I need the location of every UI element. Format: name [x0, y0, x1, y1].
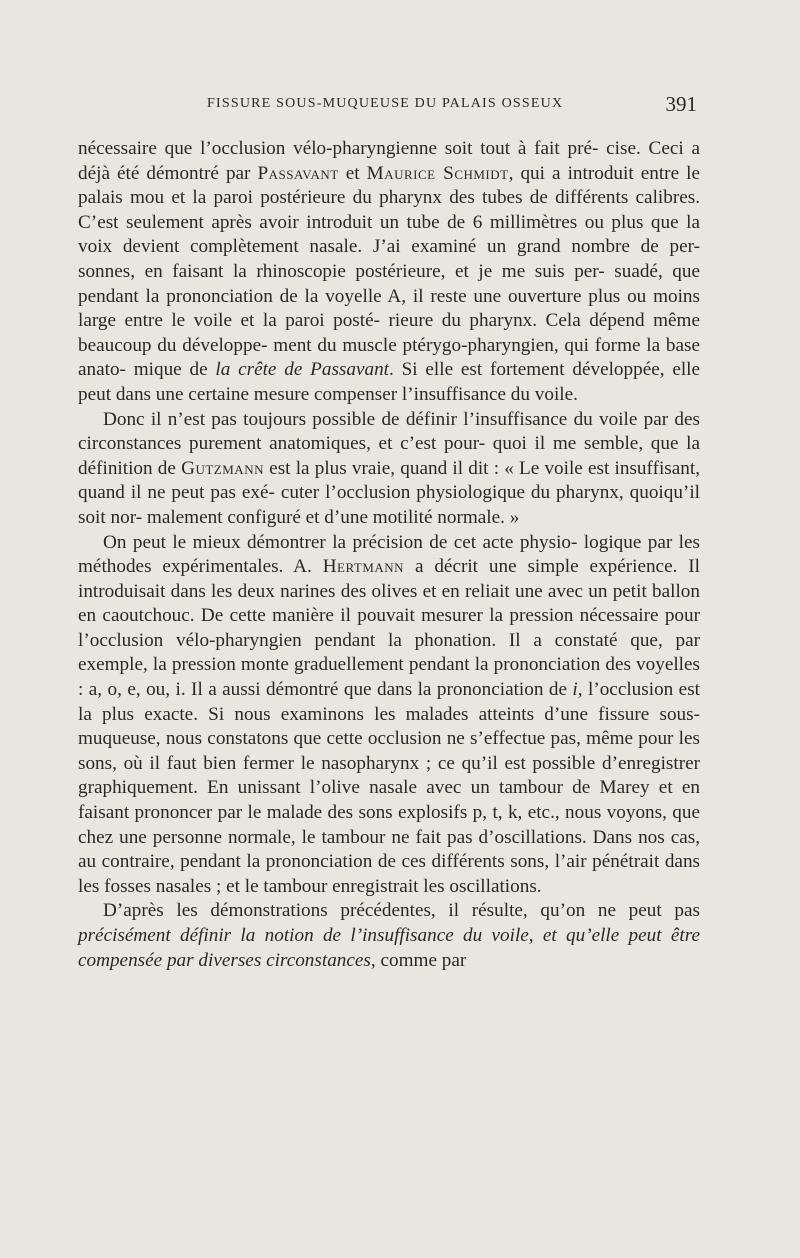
- running-head: FISSURE SOUS-MUQUEUSE DU PALAIS OSSEUX: [207, 96, 564, 111]
- author-gutzmann: Gutzmann: [181, 457, 264, 479]
- p3-italic-1: i: [572, 679, 578, 701]
- p4-italic-1: précisément définir la notion de l’insuffisance du voile, et qu’elle peut être compensée par diverses circonstances: [78, 925, 700, 971]
- author-maurice-schmidt: Maurice Schmidt: [366, 162, 509, 184]
- p4-text-1: D’après les démonstrations précédentes, il résulte, qu’on ne peut pas: [103, 900, 700, 922]
- p1-italic-1: la crête de Passavant: [215, 359, 390, 381]
- paragraph-3: [78, 531, 700, 900]
- p3-text-3: , l’occlusion est la plus exacte. Si nous examinons les malades atteints d’une fissure sous-muqueuse, nous constatons que cette occlusion ne s’effectue pas, même pour les sons, où il faut bien fermer le nasopharynx ; ce qu’il est possible d’enregistrer graphiquement. En unissant l’olive nasale avec un tambour de Marey et en faisant prononcer par le malade des sons explosifs p, t, k, etc., nous voyons, que chez une personne normale, le tambour ne fait pas d’oscillations. Dans nos cas, au contraire, pendant la prononciation de ces différents sons, l’air pénétrait dans les fosses nasales ; et le tambour enregistrait les oscillations.: [78, 679, 700, 897]
- p3-text-1: On peut le mieux démontrer la précision de cet acte physio- logique par les méthodes expérimentales. A.: [78, 531, 700, 578]
- paragraph-1: [78, 137, 700, 408]
- body-text: [78, 137, 700, 973]
- p1-text-3: , qui a introduit entre le palais mou et la paroi postérieure du pharynx des tubes de différents calibres. C’est seulement après avoir introduit un tube de 6 millimètres ou plus que la voix devient complètement nasale. J’ai examiné un grand nombre de per- sonnes, en faisant la rhinoscopie postérieure, et je me suis per- suadé, que pendant la prononciation de la voyelle A, il reste une ouverture plus ou moins large entre le voile et la paroi posté- rieure du pharynx. Cela dépend même beaucoup du développe- ment du muscle ptérygo-pharyngien, qui forme la base anato- mique de: [78, 162, 700, 381]
- p2-text-2: est la plus vraie, quand il dit : « Le voile est insuffisant, quand il ne peut pas exé- cuter l’occlusion physiologique du pharynx, quoiqu’il soit nor- malement configuré et d’une motilité normale. »: [78, 457, 700, 528]
- p4-text-2: , comme par: [370, 949, 467, 971]
- paragraph-2: [78, 408, 700, 531]
- p2-text-1: Donc il n’est pas toujours possible de définir l’insuffisance du voile par des circonstances purement anatomiques, et c’est pour- quoi il me semble, que la définition de: [78, 408, 700, 479]
- page-number: 391: [665, 92, 697, 116]
- paragraph-4: [78, 899, 700, 973]
- author-passavant: Passavant: [257, 162, 339, 184]
- p3-text-2: a décrit une simple expérience. Il introduisait dans les deux narines des olives et en reliait une avec un petit ballon en caoutchouc. De cette manière il pouvait mesurer la pression nécessaire pour l’occlusion vélo-pharyngien pendant la phonation. Il a constaté que, par exemple, la pression monte graduellement pendant la prononciation des voyelles : a, o, e, ou, i. Il a aussi démontré que dans la prononciation de: [78, 556, 700, 701]
- p1-text-4: . Si elle est fortement développée, elle peut dans une certaine mesure compenser l’insuffisance du voile.: [78, 359, 701, 405]
- p1-text-2: et: [338, 162, 367, 184]
- page-header: [80, 92, 700, 122]
- author-hertmann: Hertmann: [322, 556, 405, 578]
- p1-text-1: nécessaire que l’occlusion vélo-pharyngienne soit tout à fait pré- cise. Ceci a déjà été démontré par: [78, 138, 700, 184]
